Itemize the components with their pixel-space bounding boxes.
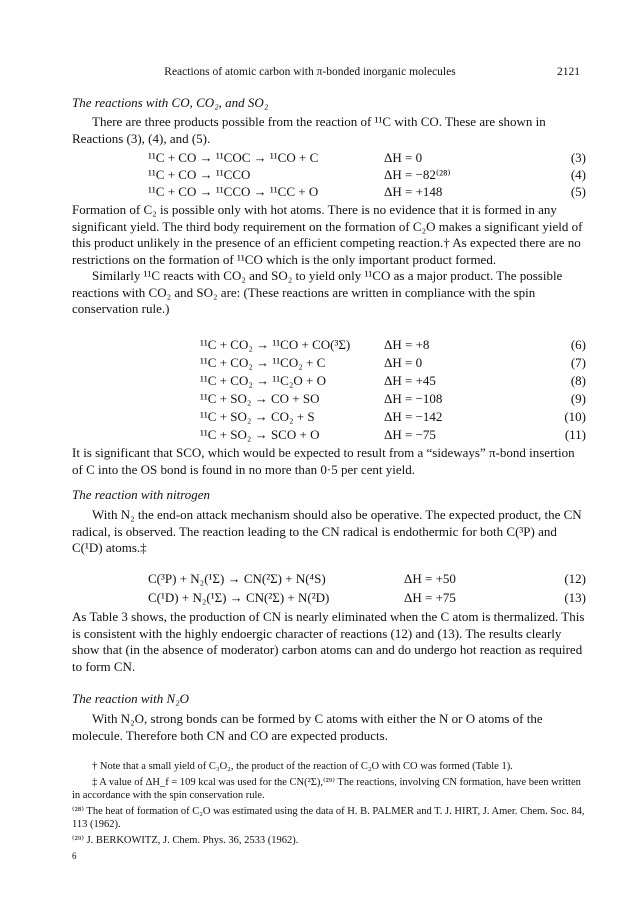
equation-number: (7): [570, 355, 586, 370]
equation-number: (13): [564, 590, 586, 605]
signature-mark: 6: [72, 851, 77, 861]
equation-6: ¹¹C + CO₂ → ¹¹CO + CO(³Σ): [200, 337, 351, 352]
delta-h: ΔH = −82⁽²⁸⁾: [384, 167, 451, 182]
section-heading-n2o: The reaction with N₂O: [72, 691, 190, 706]
paragraph: Formation of C₂ is possible only with hot atoms. There is no evidence that it is formed in any significant yield. The third body requirement on the formation of C₂O makes a significant yield of this product unlikely in the presence of an efficient competing reaction.† As expected there are no restrictions on the formation of ¹¹CO which is the only important product formed. Similarly ¹¹C reacts with CO₂ and SO₂ to yield only ¹¹CO as a major product. The possible reactions with CO₂ and SO₂ are: (These reactions are written in compliance with the spin conservation rule.): [72, 202, 583, 316]
equation-13: C(¹D) + N₂(¹Σ) → CN(²Σ) + N(²D): [148, 590, 330, 605]
footnote-dagger: † Note that a small yield of C₃O₂, the product of the reaction of C₂O with CO was formed (Table 1).: [92, 761, 513, 772]
equation-7: ¹¹C + CO₂ → ¹¹CO₂ + C: [200, 355, 326, 370]
equation-5: ¹¹C + CO → ¹¹CCO → ¹¹CC + O: [148, 184, 319, 199]
equation-4: ¹¹C + CO → ¹¹CCO: [148, 167, 251, 182]
reference-28: ⁽²⁸⁾ The heat of formation of C₂O was estimated using the data of H. B. PALMER and T. J. HIRT, J. Amer. Chem. Soc. 84, 113 (1962).: [72, 806, 585, 830]
equation-10: ¹¹C + SO₂ → CO₂ + S: [200, 409, 315, 424]
delta-h: ΔH = −142: [384, 409, 443, 424]
equation-number: (8): [570, 373, 586, 388]
delta-h: ΔH = +8: [384, 337, 430, 352]
paragraph: It is significant that SCO, which would be expected to result from a “sideways” π-bond insertion of C into the OS bond is found in no more than 0·5 per cent yield.: [72, 445, 575, 477]
equation-number: (3): [570, 150, 586, 165]
paragraph: With N₂O, strong bonds can be formed by C atoms with either the N or O atoms of the molecule. Therefore both CN and CO are expected products.: [72, 711, 543, 743]
page-number: 2121: [557, 66, 580, 78]
equation-8: ¹¹C + CO₂ → ¹¹C₂O + O: [200, 373, 326, 388]
equation-number: (5): [570, 184, 586, 199]
equation-11: ¹¹C + SO₂ → SCO + O: [200, 427, 320, 442]
equation-number: (11): [564, 427, 586, 442]
delta-h: ΔH = +45: [384, 373, 436, 388]
equation-3: ¹¹C + CO → ¹¹COC → ¹¹CO + C: [148, 150, 319, 165]
paragraph: With N₂ the end-on attack mechanism should also be operative. The expected product, the CN radical, is observed. The reaction leading to the CN radical is endothermic for both C(³P) and C(¹D) atoms.‡: [72, 507, 582, 555]
section-heading-co: The reactions with CO, CO₂, and SO₂: [72, 95, 269, 110]
reference-29: ⁽²⁹⁾ J. BERKOWITZ, J. Chem. Phys. 36, 2533 (1962).: [72, 835, 299, 846]
running-title: Reactions of atomic carbon with π-bonded inorganic molecules: [164, 66, 456, 78]
delta-h: ΔH = +148: [384, 184, 443, 199]
paragraph: There are three products possible from the reaction of ¹¹C with CO. These are shown in Reactions (3), (4), and (5).: [72, 114, 546, 146]
delta-h: ΔH = 0: [384, 150, 423, 165]
delta-h: ΔH = −108: [384, 391, 443, 406]
section-heading-nitrogen: The reaction with nitrogen: [72, 487, 211, 502]
paragraph: As Table 3 shows, the production of CN is nearly eliminated when the C atom is thermalized. This is consistent with the highly endoergic character of reactions (12) and (13). The results clearly show that (in the absence of moderator) carbon atoms can and do undergo hot reaction as required to form CN.: [72, 609, 585, 674]
delta-h: ΔH = −75: [384, 427, 436, 442]
equation-number: (12): [564, 571, 586, 586]
equation-number: (10): [564, 409, 586, 424]
equation-number: (9): [570, 391, 586, 406]
delta-h: ΔH = 0: [384, 355, 423, 370]
delta-h: ΔH = +50: [404, 571, 456, 586]
delta-h: ΔH = +75: [404, 590, 456, 605]
equation-12: C(³P) + N₂(¹Σ) → CN(²Σ) + N(⁴S): [148, 571, 326, 586]
equation-9: ¹¹C + SO₂ → CO + SO: [200, 391, 320, 406]
footnotes: [72, 760, 586, 863]
equation-number: (4): [570, 167, 586, 182]
footnote-double-dagger: ‡ A value of ΔH_f = 109 kcal was used for the CN(²Σ),⁽²⁹⁾ The reactions, involving CN formation, have been written in accordance with the spin conservation rule.: [72, 777, 581, 801]
equation-number: (6): [570, 337, 586, 352]
